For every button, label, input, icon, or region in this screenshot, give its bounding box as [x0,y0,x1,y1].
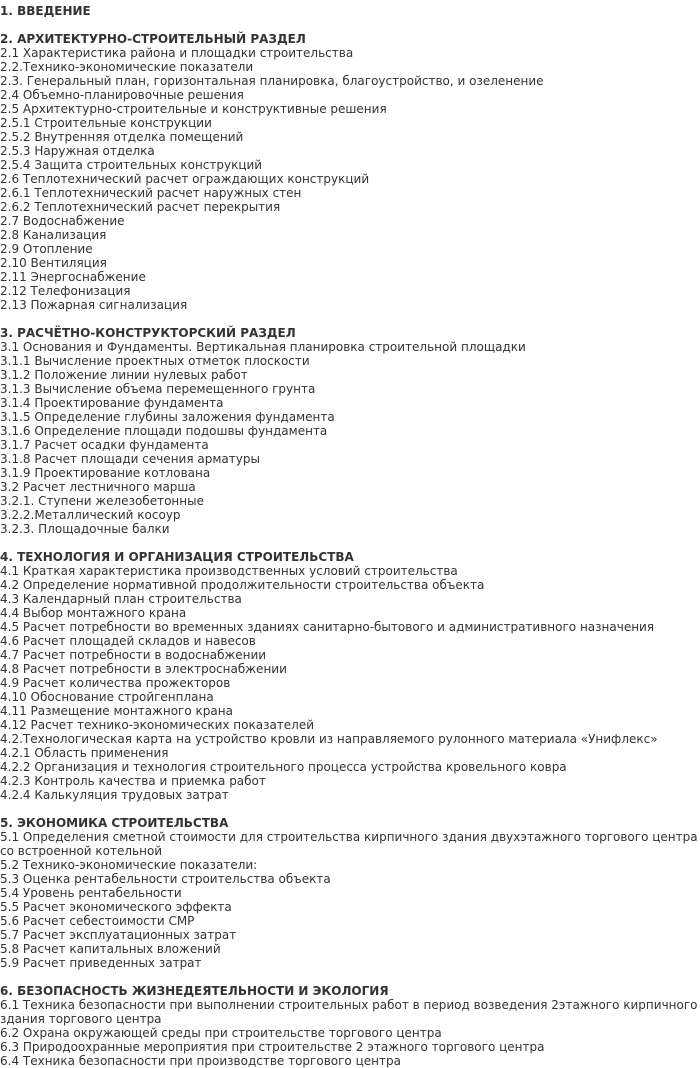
toc-item: 4.5 Расчет потребности во временных зданиях санитарно-бытового и административного назначения [0,620,655,634]
toc-section [0,550,700,802]
toc-item: 5.6 Расчет себестоимости СМР [0,914,195,928]
toc-item: 3.1.9 Проектирование котлована [0,466,211,480]
toc-item: 3.1.1 Вычисление проектных отметок плоскости [0,354,310,368]
section-title: 4. ТЕХНОЛОГИЯ И ОРГАНИЗАЦИЯ СТРОИТЕЛЬСТВА [0,550,354,564]
toc-item: 2.6 Теплотехнический расчет ограждающих конструкций [0,172,370,186]
section-title: 6. БЕЗОПАСНОСТЬ ЖИЗНЕДЕЯТЕЛЬНОСТИ И ЭКОЛОГИЯ [0,984,389,998]
toc-item: 2.13 Пожарная сигнализация [0,298,188,312]
toc-item: 2.3. Генеральный план, горизонтальная планировка, благоустройство, и озеленение [0,74,544,88]
toc-item: 3.1.5 Определение глубины заложения фундамента [0,410,335,424]
toc-section [0,32,700,312]
toc-item: 4.2.4 Калькуляция трудовых затрат [0,788,229,802]
section-items [0,340,700,536]
section-title: 5. ЭКОНОМИКА СТРОИТЕЛЬСТВА [0,816,229,830]
toc-section [0,984,700,1068]
toc-item: 2.10 Вентиляция [0,256,107,270]
toc-item: 4.4 Выбор монтажного крана [0,606,187,620]
section-items [0,46,700,312]
toc-item: 4.10 Обоснование стройгенплана [0,690,214,704]
toc-item: 5.8 Расчет капитальных вложений [0,942,221,956]
toc-item: 4.3 Календарный план строительства [0,592,242,606]
toc-item: 2.5.1 Строительные конструкции [0,116,212,130]
toc-section [0,4,700,18]
toc-item: 3.1.2 Положение линии нулевых работ [0,368,248,382]
toc-item: 2.5 Архитектурно-строительные и конструктивные решения [0,102,387,116]
toc-item: 2.7 Водоснабжение [0,214,125,228]
toc-item: 5.4 Уровень рентабельности [0,886,182,900]
toc-item: 6.2 Охрана окружающей среды при строительстве торгового центра [0,1026,442,1040]
toc-item: 4.2.3 Контроль качества и приемка работ [0,774,266,788]
toc-item: 5.5 Расчет экономического эффекта [0,900,232,914]
toc-item: 2.4 Объемно-планировочные решения [0,88,244,102]
toc-item: 4.2.2 Организация и технология строительного процесса устройства кровельного ковра [0,760,567,774]
toc-item: 5.1 Определения сметной стоимости для строительства кирпичного здания двухэтажного торгового центра со встроенной котельной [0,830,698,858]
section-items [0,830,700,970]
toc-item: 5.7 Расчет эксплуатационных затрат [0,928,237,942]
toc-item: 5.9 Расчет приведенных затрат [0,956,202,970]
toc-item: 2.9 Отопление [0,242,93,256]
toc-item: 3.1.7 Расчет осадки фундамента [0,438,209,452]
toc-item: 4.1 Краткая характеристика производственных условий строительства [0,564,458,578]
toc-item: 4.11 Размещение монтажного крана [0,704,233,718]
toc-item: 3.1.6 Определение площади подошвы фундамента [0,424,328,438]
toc-item: 3.2.2.Металлический косоур [0,508,181,522]
toc-section [0,816,700,970]
toc-item: 2.6.2 Теплотехнический расчет перекрытия [0,200,281,214]
toc-item: 2.6.1 Теплотехнический расчет наружных стен [0,186,302,200]
toc-item: 2.12 Телефонизация [0,284,131,298]
toc-item: 3.1.8 Расчет площади сечения арматуры [0,452,260,466]
section-items [0,998,700,1068]
toc-item: 4.2.Технологическая карта на устройство кровли из направляемого рулонного материала «Унифлекс» [0,732,658,746]
toc-item: 2.5.3 Наружная отделка [0,144,155,158]
toc-item: 3.1.4 Проектирование фундамента [0,396,224,410]
toc-item: 4.7 Расчет потребности в водоснабжении [0,648,267,662]
toc-item: 4.12 Расчет технико-экономических показателей [0,718,315,732]
toc-item: 3.1 Основания и Фундаменты. Вертикальная планировка строительной площадки [0,340,526,354]
toc-item: 5.2 Технико-экономические показатели: [0,858,258,872]
toc-section [0,326,700,536]
toc-item: 2.11 Энергоснабжение [0,270,146,284]
toc-item: 6.1 Техника безопасности при выполнении строительных работ в период возведения 2этажного кирпичного здания торгового центра [0,998,698,1026]
section-title: 1. ВВЕДЕНИЕ [0,4,91,18]
toc-item: 4.6 Расчет площадей складов и навесов [0,634,256,648]
toc-item: 5.3 Оценка рентабельности строительства объекта [0,872,331,886]
toc-item: 4.9 Расчет количества прожекторов [0,676,231,690]
toc-item: 4.2.1 Область применения [0,746,169,760]
toc-item: 4.2 Определение нормативной продолжительности строительства объекта [0,578,485,592]
toc-item: 2.1 Характеристика района и площадки строительства [0,46,354,60]
section-title: 2. АРХИТЕКТУРНО-СТРОИТЕЛЬНЫЙ РАЗДЕЛ [0,32,306,46]
toc-item: 3.2 Расчет лестничного марша [0,480,196,494]
section-items [0,564,700,802]
toc-item: 6.3 Природоохранные мероприятия при строительстве 2 этажного торгового центра [0,1040,545,1054]
toc-item: 3.2.1. Ступени железобетонные [0,494,204,508]
toc-item: 2.2.Технико-экономические показатели [0,60,254,74]
toc-item: 2.5.2 Внутренняя отделка помещений [0,130,244,144]
toc-item: 3.1.3 Вычисление объема перемещенного грунта [0,382,316,396]
section-title: 3. РАСЧЁТНО-КОНСТРУКТОРСКИЙ РАЗДЕЛ [0,326,296,340]
toc-item: 2.5.4 Защита строительных конструкций [0,158,263,172]
toc-item: 3.2.3. Площадочные балки [0,522,170,536]
toc-item: 2.8 Канализация [0,228,107,242]
toc-item: 6.4 Техника безопасности при производстве торгового центра [0,1054,401,1068]
toc-item: 4.8 Расчет потребности в электроснабжении [0,662,287,676]
